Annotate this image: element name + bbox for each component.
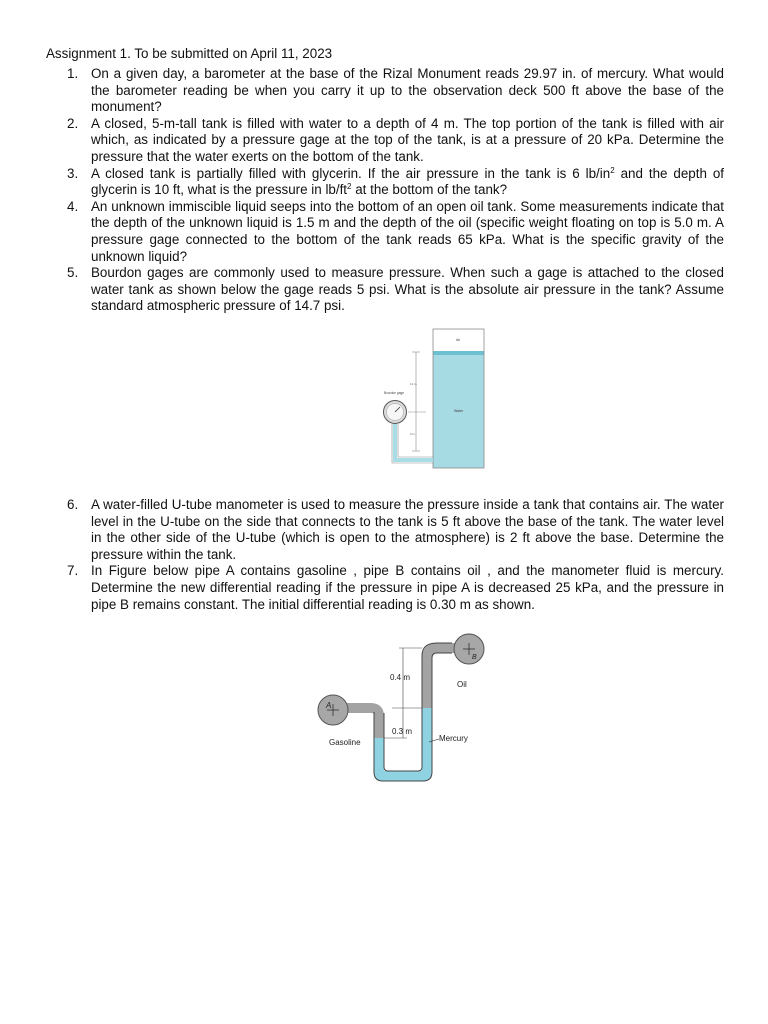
- tank-figure: [370, 326, 490, 472]
- problem-text: A water-filled U-tube manometer is used to measure the pressure inside a tank that contains air. The water level in the U-tube on the side that connects to the tank is 5 ft above the base of the tank. The water level in the other side of the U-tube (which is open to the atmosphere) is 2 ft above the base. Determine the pressure within the tank.: [91, 497, 724, 562]
- problem-text: A closed, 5-m-tall tank is filled with water to a depth of 4 m. The top portion of the tank is filled with air which, as indicated by a pressure gage at the top of the tank, is at a pressure of 20 kPa. Determine the pressure that the water exerts on the bottom of the tank.: [91, 115, 724, 164]
- problem-item: [46, 563, 724, 613]
- pipe-b-label: B: [472, 654, 477, 661]
- problem-number: 1.: [67, 66, 79, 81]
- problem-text: and the depth of glycerin is 10 ft, what is the pressure in lb/ft: [91, 165, 725, 198]
- problem-item: [46, 66, 724, 116]
- problem-item: [46, 116, 724, 166]
- dimension-label-0-3m: 0.3 m: [392, 727, 413, 736]
- problem-list-part-2: [46, 497, 724, 613]
- assignment-heading: Assignment 1. To be submitted on April 11, 2023: [46, 46, 333, 61]
- superscript: 2: [610, 165, 615, 175]
- problem-item: [46, 497, 724, 563]
- problem-number: 2.: [67, 115, 79, 131]
- bourdon-gage-label: Bourdon gage: [384, 391, 405, 395]
- manometer-outline-inner: [384, 643, 452, 771]
- dimension-label-0-4m: 0.4 m: [390, 673, 411, 682]
- problem-text: On a given day, a barometer at the base of the Rizal Monument reads 29.97 in. of mercury. What would the barometer reading be when you carry it up to the observation deck 500 ft above the base of the monument?: [91, 66, 724, 115]
- dimension-label-upper: 12 in.: [410, 382, 418, 386]
- mercury-label: Mercury: [439, 734, 468, 743]
- problem-number: 3.: [67, 165, 79, 181]
- water-label: Water: [454, 409, 464, 413]
- tank-water-surface: [433, 351, 484, 355]
- problem-text: In Figure below pipe A contains gasoline , pipe B contains oil , and the manometer fluid is mercury. Determine the new differential reading if the pressure in pipe A is decreased 25 kPa, and the pressure in pipe B remains constant. The initial differential reading is 0.30 m as shown.: [91, 563, 724, 612]
- problem-number: 6.: [67, 497, 79, 512]
- problem-number: 5.: [67, 265, 79, 281]
- manometer-outline-outer: [374, 653, 452, 781]
- problem-text: A closed tank is partially filled with glycerin. If the air pressure in the tank is 6 lb/in: [91, 165, 611, 181]
- problem-item: [46, 166, 724, 199]
- oil-label: Oil: [457, 680, 467, 689]
- problem-item: [46, 265, 724, 315]
- problem-item: [46, 199, 724, 265]
- air-label: Air: [456, 338, 461, 342]
- gasoline-label: Gasoline: [329, 738, 361, 747]
- manometer-figure: [312, 628, 496, 784]
- problem-list-part-1: [46, 66, 724, 315]
- problem-number: 4.: [67, 198, 79, 214]
- dimension-label-lower: 6 in.: [410, 432, 416, 436]
- pipe-a-label: A: [326, 701, 332, 710]
- problem-text: at the bottom of the tank?: [351, 182, 508, 198]
- gage-connection-pipe-outline: [392, 424, 433, 463]
- problem-number: 7.: [67, 563, 79, 579]
- superscript: 2: [347, 182, 352, 192]
- problem-text: An unknown immiscible liquid seeps into the bottom of an open oil tank. Some measurements indicate that the depth of the unknown liquid is 1.5 m and the depth of the oil (specific weight floating on top is 5.0 m. A pressure gage connected to the bottom of the tank reads 65 kPa. What is the specific gravity of the unknown liquid?: [91, 198, 724, 264]
- gage-connection-pipe: [395, 424, 433, 460]
- problem-text: Bourdon gages are commonly used to measure pressure. When such a gage is attached to the closed water tank as shown below the gage reads 5 psi. What is the absolute air pressure in the tank? Assume standard atmospheric pressure of 14.7 psi.: [91, 265, 724, 314]
